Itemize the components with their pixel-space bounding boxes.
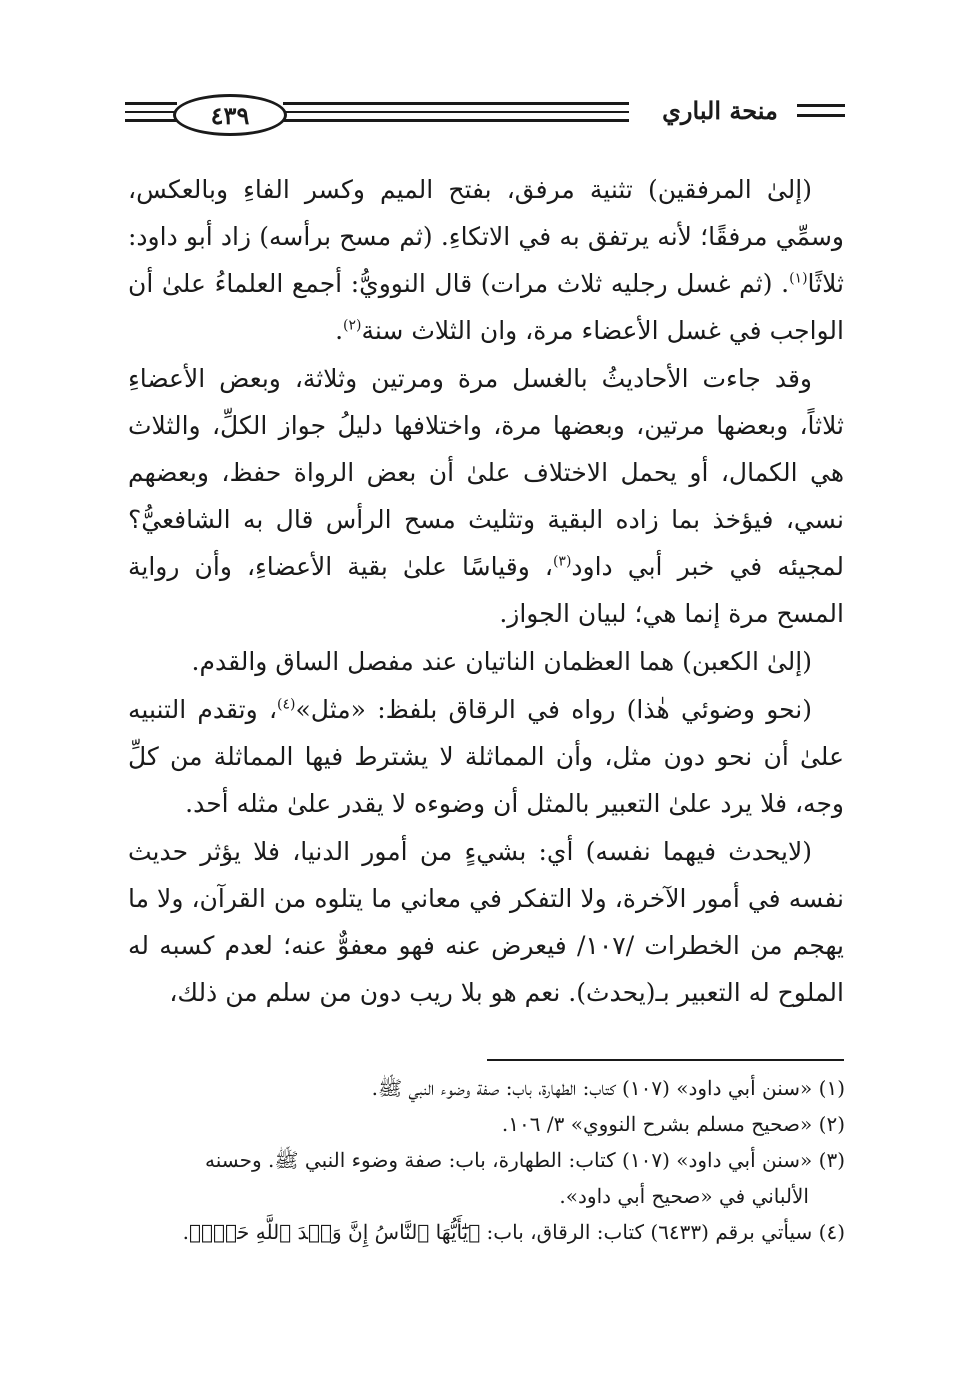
- page-number-badge: [173, 94, 287, 136]
- footnote: (١) «سنن أبي داود» (١٠٧) كتاب: الطهارة، باب: صفة وضوء النبي ﷺ.: [371, 1076, 845, 1100]
- footnote-ref: (٤): [277, 696, 296, 713]
- page-number: ٤٣٩: [210, 100, 250, 130]
- paragraph-text: . (ثم غسل رجليه ثلاث مرات) قال النوويُّ: أجمع العلماءُ علىٰ أن الواجب في غسل الأعضاء مرة، وان الثلاث سنة: [128, 269, 844, 345]
- footnote: (٢) «صحيح مسلم بشرح النووي» ٣/ ١٠٦.: [501, 1112, 845, 1136]
- paragraph-text: (نحو وضوئي هٰذا) رواه في الرقاق بلفظ: «مثل»: [295, 695, 813, 724]
- header-rule-left-bottom: [125, 119, 177, 122]
- paragraph-text: ، وقياسًا علىٰ بقية الأعضاءِ، وأن رواية المسح مرة إنما هي؛ لبيان الجواز.: [128, 552, 844, 628]
- footnote-divider: [487, 1059, 844, 1061]
- footnote: (٣) «سنن أبي داود» (١٠٧) كتاب: الطهارة، باب: صفة وضوء النبي ﷺ. وحسنه: [205, 1148, 845, 1172]
- header-rule-right-bottom: [797, 114, 845, 117]
- book-title: منحة الباري: [662, 96, 778, 125]
- header-rule-mid-top: [283, 102, 629, 105]
- footnote-continuation: الألباني في «صحيح أبي داود».: [559, 1184, 809, 1208]
- paragraph: [128, 828, 844, 1016]
- footnotes: [125, 1070, 845, 1250]
- paragraph-text: ، وتقدم التنبيه علىٰ أن نحو دون مثل، وأن المماثلة لا يشترط فيها المماثلة من كلِّ وجه، فلا يرد علىٰ التعبير بالمثل أن وضوءه لا يقدر علىٰ مثله أحد.: [128, 695, 844, 818]
- paragraph-text: (إلىٰ الكعبن) هما العظمان الناتيان عند مفصل الساق والقدم.: [191, 647, 812, 676]
- paragraph-text: وقد جاءت الأحاديثُ بالغسل مرة ومرتين وثلاثة، وبعض الأعضاءِ ثلاثاً، وبعضها مرتين، وبعضها مرة، واختلافها دليلُ جواز الكلِّ، والثلاث هي الكمال، أو يحمل الاختلاف علىٰ أن بعض الرواة حفظ، وبعضهم نسي، فيؤخذ بما زاده البقية وتثليث مسح الرأس قال به الشافعيُّ؟ لمجيئه في خبر أبي داود: [128, 364, 845, 581]
- main-text: [128, 166, 844, 1016]
- header-rule-right-top: [797, 104, 845, 107]
- header-rule-mid-bottom: [283, 119, 629, 122]
- footnote: (٤) سيأتي برقم (٦٤٣٣) كتاب: الرقاق، باب: ﴿يَٰٓأَيُّهَا ٱلنَّاسُ إِنَّ وَعۡدَ ٱللَّهِ حَقّٞ﴾.: [182, 1220, 845, 1244]
- footnote-ref: (٢): [343, 317, 362, 334]
- paragraph: [128, 355, 844, 637]
- header-rule-mid-mid: [283, 111, 629, 113]
- footnote-ref: (١): [789, 270, 808, 287]
- paragraph: [128, 166, 844, 354]
- header-rule-left-top: [125, 102, 177, 105]
- page-header: [125, 92, 845, 138]
- paragraph-text: .: [335, 316, 344, 345]
- footnote-ref: (٣): [552, 553, 572, 570]
- header-rule-left-mid: [125, 111, 177, 113]
- paragraph: [128, 686, 844, 827]
- paragraph: [128, 638, 844, 685]
- paragraph-text: (إلىٰ المرفقين) تثنية مرفق، بفتح الميم وكسر الفاءِ وبالعكس، وسمِّي مرفقًا؛ لأنه يرتفق به في الاتكاءِ. (ثم مسح برأسه) زاد أبو داود: ثلاثًا: [128, 175, 844, 298]
- paragraph-text: (لايحدث فيهما نفسه) أي: بشيءٍ من أمور الدنيا، فلا يؤثر حديث نفسه في أمور الآخرة، ولا التفكر في معاني ما يتلوه من القرآن، ولا ما يهجم من الخطرات /١٠٧/ فيعرض عنه فهو معفوٌّ عنه؛ لعدم كسبه له الملوح له التعبير بـ(يحدث). نعم هو بلا ريب دون من سلم من ذلك،: [128, 837, 844, 1007]
